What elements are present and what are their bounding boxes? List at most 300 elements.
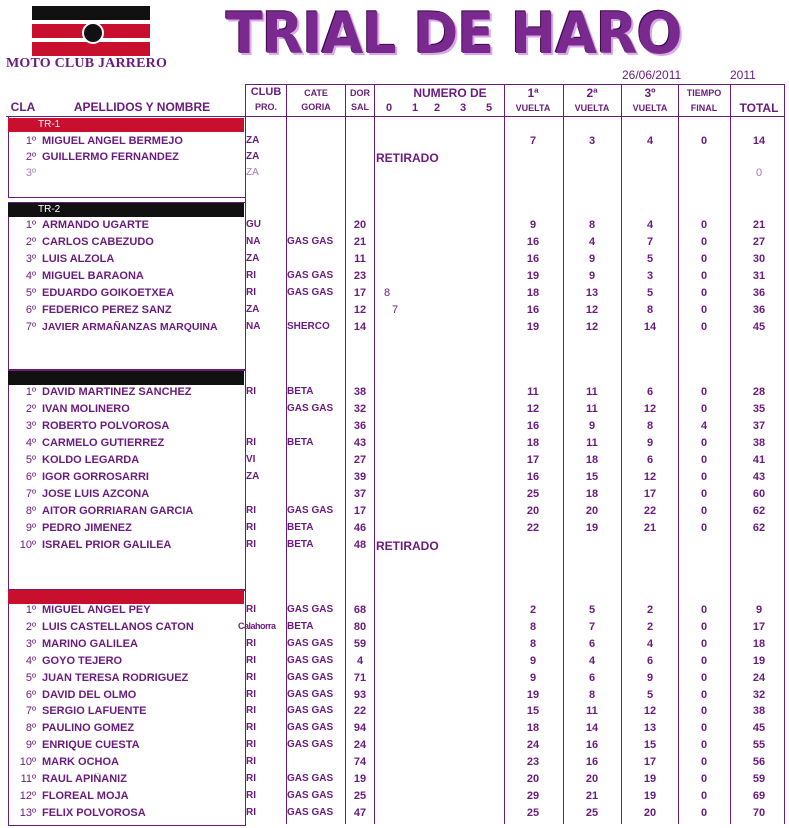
cell-pos: 10º	[19, 539, 36, 551]
cell-club: RI	[246, 654, 256, 666]
cell-dor: 80	[353, 620, 367, 633]
cell-cat: GAS GAS	[287, 270, 334, 281]
cell-cat: GAS GAS	[287, 236, 334, 247]
cell-pos: 3º	[25, 637, 36, 650]
cell-pos: 4º	[25, 270, 36, 282]
cell-tot: 19	[752, 654, 766, 667]
cell-club: RI	[246, 773, 256, 784]
group-band-tr4	[8, 590, 244, 604]
cell-v2: 9	[588, 253, 596, 265]
cell-club: RI	[246, 539, 256, 550]
club-logo	[32, 6, 150, 58]
cell-tf: 0	[700, 789, 708, 802]
cell-name: SERGIO LAFUENTE	[42, 705, 147, 718]
cell-pos: 8º	[25, 505, 36, 517]
cell-v1: 2	[529, 604, 537, 616]
cell-tf: 0	[700, 671, 708, 684]
cell-v1: 16	[526, 420, 540, 432]
cell-v1: 23	[526, 756, 540, 769]
cell-tf: 0	[700, 253, 708, 265]
cell-cat: GAS GAS	[287, 287, 334, 298]
cell-note: RETIRADO	[376, 151, 439, 165]
cell-v3: 9	[646, 437, 654, 449]
cell-v1: 22	[526, 522, 540, 534]
cell-dor: 22	[353, 705, 367, 718]
cell-v1: 16	[526, 304, 540, 316]
col-n5: 5	[485, 102, 493, 114]
group-band-tr2: TR-2	[8, 203, 244, 217]
cell-v1: 18	[526, 722, 540, 735]
cell-note: 7	[392, 304, 399, 316]
cell-club: RI	[246, 270, 256, 281]
cell-v2: 11	[586, 403, 598, 415]
cell-v3: 22	[643, 505, 657, 517]
cell-v3: 19	[643, 773, 657, 785]
cell-v1: 18	[526, 437, 540, 449]
cell-club: ZA	[246, 135, 260, 146]
cell-tot: 70	[752, 806, 766, 819]
col-tiempo-top: TIEMPO	[686, 88, 722, 98]
cell-v1: 20	[526, 505, 540, 517]
table-row	[0, 135, 789, 151]
cell-v3: 15	[643, 739, 657, 752]
cell-v1: 17	[526, 454, 540, 466]
col-name: APELLIDOS Y NOMBRE	[73, 100, 211, 114]
cell-dor: 71	[353, 671, 367, 684]
cell-pos: 3º	[25, 420, 36, 432]
cell-v1: 15	[526, 705, 540, 718]
cell-tot: 27	[752, 236, 766, 248]
cell-tot: 31	[752, 270, 766, 282]
cell-v2: 11	[586, 386, 598, 398]
table-row	[0, 304, 789, 320]
cell-tot: 21	[752, 219, 766, 231]
cell-pos: 12º	[19, 789, 36, 802]
cell-v1: 16	[526, 253, 540, 265]
cell-name: MARINO GALILEA	[42, 637, 138, 650]
cell-club: NA	[246, 321, 261, 332]
cell-v1: 16	[526, 471, 540, 483]
cell-tf: 0	[700, 722, 708, 735]
col-cat-bottom: GORIA	[301, 102, 331, 112]
table-row	[0, 722, 789, 738]
table-row	[0, 321, 789, 337]
cell-v1: 12	[526, 403, 540, 415]
cell-v3: 12	[643, 705, 657, 718]
cell-name: AITOR GORRIARAN GARCIA	[42, 505, 194, 517]
cell-tf: 0	[700, 688, 708, 701]
cell-v3: 6	[646, 654, 654, 667]
cell-cat: BETA	[287, 620, 314, 632]
cell-v3: 17	[643, 488, 657, 500]
cell-v2: 20	[585, 505, 599, 517]
cell-cat: GAS GAS	[287, 705, 334, 717]
club-name: MOTO CLUB JARRERO	[6, 56, 168, 71]
cell-v2: 7	[588, 620, 596, 633]
cell-cat: GAS GAS	[287, 505, 334, 516]
cell-tot: 37	[752, 420, 766, 432]
cell-tf: 0	[700, 637, 708, 650]
cell-tot: 62	[752, 505, 766, 517]
cell-cat: GAS GAS	[287, 688, 334, 700]
cell-v2: 3	[588, 135, 596, 147]
cell-v2: 25	[585, 806, 599, 819]
cell-tot: 9	[755, 604, 763, 616]
cell-dor: 21	[353, 236, 367, 248]
cell-v2: 9	[588, 270, 596, 282]
cell-dor: 93	[353, 688, 367, 701]
col-v3-top: 3º	[644, 86, 656, 100]
table-row	[0, 522, 789, 538]
cell-tf: 0	[700, 287, 708, 299]
col-dor-top: DOR	[350, 88, 370, 98]
cell-v2: 13	[585, 287, 599, 299]
cell-tot: 59	[752, 773, 766, 785]
cell-cat: BETA	[287, 539, 314, 550]
cell-name: ROBERTO POLVOROSA	[42, 420, 170, 432]
cell-name: FLOREAL MOJA	[42, 789, 129, 802]
cell-name: CARMELO GUTIERREZ	[42, 437, 165, 449]
cell-tf: 0	[700, 505, 708, 517]
cell-dor: 4	[356, 654, 364, 667]
cell-v2: 18	[585, 454, 599, 466]
cell-v1: 20	[526, 773, 540, 785]
cell-pos: 7º	[25, 321, 36, 333]
table-row	[0, 539, 789, 555]
cell-pos: 6º	[25, 304, 36, 316]
cell-dor: 74	[353, 756, 367, 769]
cell-club: GU	[246, 219, 261, 230]
cell-name: PEDRO JIMENEZ	[42, 522, 132, 534]
cell-pos: 6º	[25, 471, 36, 483]
cell-pos: 13º	[19, 806, 36, 819]
cell-v1: 9	[529, 219, 537, 231]
cell-club: RI	[246, 604, 256, 615]
cell-pos: 2º	[25, 151, 36, 163]
table-row	[0, 420, 789, 436]
cell-v3: 14	[643, 321, 657, 333]
cell-cat: GAS GAS	[287, 722, 334, 734]
table-row	[0, 689, 789, 705]
cell-cat: SHERCO	[287, 321, 330, 332]
cell-pos: 8º	[25, 722, 36, 735]
cell-name: ENRIQUE CUESTA	[42, 739, 140, 752]
cell-dor: 23	[353, 270, 367, 282]
cell-dor: 12	[353, 304, 367, 316]
cell-tf: 0	[700, 488, 708, 500]
table-row	[0, 236, 789, 252]
col-dor-bottom: SAL	[351, 102, 369, 112]
cell-club: ZA	[246, 151, 260, 162]
cell-tot: 28	[752, 386, 766, 398]
cell-club: RI	[246, 705, 256, 717]
cell-v3: 3	[646, 270, 654, 282]
cell-dor: 39	[353, 471, 367, 483]
cell-pos: 1º	[25, 604, 36, 616]
table-row	[0, 790, 789, 806]
cell-v3: 2	[646, 604, 654, 616]
cell-pos: 6º	[25, 688, 36, 701]
cell-v3: 6	[646, 454, 654, 466]
col-cla: CLA	[10, 100, 36, 114]
col-tiempo-bottom: FINAL	[690, 103, 718, 113]
cell-v1: 24	[526, 739, 540, 752]
cell-v3: 4	[646, 637, 654, 650]
cell-v2: 11	[586, 437, 598, 449]
group-band-tr1: TR-1	[8, 118, 244, 132]
cell-v1: 11	[527, 386, 539, 398]
cell-v2: 19	[585, 522, 599, 534]
cell-name: DAVID MARTINEZ SANCHEZ	[42, 386, 192, 398]
cell-name: FELIX POLVOROSA	[42, 806, 146, 819]
table-row	[0, 756, 789, 772]
cell-dor: 38	[353, 386, 367, 398]
cell-v3: 6	[646, 386, 654, 398]
cell-dor: 17	[353, 505, 367, 517]
cell-tot: 36	[752, 287, 766, 299]
col-v1-top: 1ª	[527, 86, 539, 100]
cell-v3: 12	[643, 403, 657, 415]
cell-name: KOLDO LEGARDA	[42, 454, 140, 466]
cell-v2: 16	[585, 756, 599, 769]
cell-name: MIGUEL ANGEL BERMEJO	[42, 135, 183, 147]
cell-v2: 8	[588, 219, 596, 231]
cell-name: JOSE LUIS AZCONA	[42, 488, 150, 500]
cell-tot: 56	[752, 756, 766, 769]
cell-pos: 9º	[25, 739, 36, 752]
cell-pos: 7º	[25, 705, 36, 718]
cell-v3: 20	[643, 806, 657, 819]
table-row	[0, 773, 789, 789]
cell-pos: 2º	[25, 236, 36, 248]
cell-tf: 0	[700, 756, 708, 769]
col-v3-bottom: VUELTA	[632, 103, 668, 113]
cell-v1: 19	[526, 270, 540, 282]
cell-v1: 19	[526, 688, 540, 701]
cell-club: RI	[246, 386, 256, 397]
cell-club: RI	[246, 287, 256, 298]
cell-tot: 35	[752, 403, 766, 415]
cell-dor: 43	[353, 437, 367, 449]
cell-name: MIGUEL BARAONA	[42, 270, 144, 282]
cell-name: GOYO TEJERO	[42, 654, 123, 667]
cell-pos: 3º	[25, 253, 36, 265]
cell-name: DAVID DEL OLMO	[42, 688, 137, 701]
cell-club: RI	[246, 722, 256, 734]
table-row	[0, 386, 789, 402]
cell-club: RI	[246, 756, 256, 768]
cell-pos: 5º	[25, 454, 36, 466]
event-date: 26/06/2011	[622, 68, 682, 82]
cell-tot: 14	[752, 135, 766, 147]
col-n3: 3	[459, 102, 467, 114]
cell-tot: 41	[752, 454, 766, 466]
cell-v3: 12	[643, 471, 657, 483]
cell-dor: 32	[353, 403, 367, 415]
cell-tot: 55	[752, 739, 766, 752]
col-v2-bottom: VUELTA	[574, 103, 610, 113]
cell-name: PAULINO GOMEZ	[42, 722, 135, 735]
cell-pos: 1º	[25, 219, 36, 231]
cell-dor: 11	[354, 253, 366, 265]
cell-club: ZA	[246, 167, 259, 178]
table-row	[0, 638, 789, 654]
cell-dor: 68	[353, 604, 367, 616]
table-row	[0, 219, 789, 235]
table-row	[0, 655, 789, 671]
cell-tf: 0	[700, 705, 708, 718]
cell-pos: 1º	[25, 386, 36, 398]
cell-v1: 25	[526, 488, 540, 500]
cell-v1: 9	[529, 671, 537, 684]
cell-cat: GAS GAS	[287, 604, 334, 615]
cell-dor: 19	[353, 773, 367, 785]
cell-v2: 12	[585, 321, 599, 333]
cell-v2: 15	[585, 471, 599, 483]
cell-name: MIGUEL ANGEL PEY	[42, 604, 151, 616]
cell-v1: 29	[526, 789, 540, 802]
col-n2: 2	[433, 102, 441, 114]
cell-name: RAUL APIÑANIZ	[42, 773, 127, 785]
cell-club: RI	[246, 522, 256, 533]
cell-tf: 0	[700, 236, 708, 248]
cell-v1: 25	[526, 806, 540, 819]
table-row	[0, 270, 789, 286]
cell-tf: 0	[700, 604, 708, 616]
cell-cat: BETA	[287, 386, 314, 397]
cell-v2: 6	[588, 671, 596, 684]
cell-v3: 4	[646, 219, 654, 231]
cell-v2: 4	[588, 654, 596, 667]
cell-club: NA	[246, 236, 261, 247]
cell-name: MARK OCHOA	[42, 756, 119, 769]
col-club-top: CLUB	[250, 86, 282, 98]
cell-pos: 10º	[19, 756, 36, 769]
cell-v2: 14	[585, 722, 599, 735]
col-n1: 1	[411, 102, 419, 114]
cell-club: ZA	[246, 253, 260, 264]
cell-name: CARLOS CABEZUDO	[42, 236, 154, 248]
cell-v1: 16	[526, 236, 540, 248]
cell-tf: 0	[700, 454, 708, 466]
cell-tf: 0	[700, 304, 708, 316]
cell-tot: 18	[752, 637, 766, 650]
cell-v2: 11	[586, 705, 598, 718]
cell-pos: 5º	[25, 287, 36, 299]
table-row	[0, 672, 789, 688]
cell-tot: 0	[755, 167, 763, 179]
col-cat-top: CATE	[304, 88, 328, 98]
cell-v2: 4	[588, 236, 596, 248]
cell-tf: 0	[700, 270, 708, 282]
cell-pos: 11º	[20, 773, 36, 785]
cell-club: RI	[246, 688, 256, 700]
table-row	[0, 403, 789, 419]
cell-v1: 8	[529, 620, 537, 633]
cell-tf: 0	[700, 471, 708, 483]
cell-name: LUIS CASTELLANOS CATON	[42, 620, 194, 633]
cell-v2: 16	[585, 739, 599, 752]
cell-name: LUIS ALZOLA	[42, 253, 115, 265]
cell-v1: 8	[529, 637, 537, 650]
cell-pos: 1º	[25, 135, 36, 147]
cell-tf: 0	[700, 522, 708, 534]
cell-cat: GAS GAS	[287, 403, 334, 414]
cell-tf: 0	[700, 386, 708, 398]
col-v2-top: 2ª	[586, 86, 598, 100]
cell-pos: 4º	[25, 437, 36, 449]
cell-cat: GAS GAS	[287, 773, 334, 784]
cell-pos: 5º	[25, 671, 36, 684]
cell-club: RI	[246, 505, 256, 516]
table-row	[0, 287, 789, 303]
header-top-rule	[246, 84, 784, 85]
cell-v2: 12	[585, 304, 599, 316]
col-v1-bottom: VUELTA	[515, 103, 551, 113]
cell-v2: 6	[588, 637, 596, 650]
cell-tot: 30	[752, 253, 766, 265]
cell-v2: 8	[588, 688, 596, 701]
cell-v1: 7	[529, 135, 537, 147]
cell-tot: 69	[752, 789, 766, 802]
cell-v3: 21	[643, 522, 657, 534]
cell-tot: 38	[752, 705, 766, 718]
cell-cat: GAS GAS	[287, 739, 334, 751]
cell-tot: 62	[752, 522, 766, 534]
cell-tot: 43	[752, 471, 766, 483]
cell-tot: 45	[752, 722, 766, 735]
table-row	[0, 505, 789, 521]
cell-v3: 17	[643, 756, 657, 769]
cell-cat: GAS GAS	[287, 671, 334, 683]
col-numero: NUMERO DE	[413, 86, 487, 100]
cell-v3: 5	[646, 253, 654, 265]
cell-v1: 19	[526, 321, 540, 333]
cell-v3: 4	[646, 135, 654, 147]
table-row	[0, 604, 789, 620]
cell-club: VI	[246, 454, 256, 465]
cell-club: ZA	[246, 471, 260, 482]
table-row	[0, 454, 789, 470]
cell-name: JAVIER ARMAÑANZAS MARQUINA	[42, 321, 218, 333]
cell-tot: 24	[752, 671, 766, 684]
cell-note: 8	[384, 287, 391, 299]
table-row	[0, 621, 789, 637]
cell-dor: 17	[353, 287, 367, 299]
cell-dor: 94	[353, 722, 367, 735]
cell-dor: 36	[353, 420, 367, 432]
cell-dor: 59	[353, 637, 367, 650]
cell-tot: 60	[752, 488, 766, 500]
event-year: 2011	[730, 68, 756, 82]
cell-pos: 9º	[25, 522, 36, 534]
cell-cat: GAS GAS	[287, 637, 334, 649]
table-row	[0, 739, 789, 755]
cell-pos: 2º	[25, 403, 36, 415]
cell-v1: 9	[529, 654, 537, 667]
cell-club: RI	[246, 671, 256, 683]
cell-tot: 17	[752, 620, 766, 633]
table-row	[0, 437, 789, 453]
cell-v2: 5	[588, 604, 596, 616]
cell-name: IVAN MOLINERO	[42, 403, 130, 415]
cell-dor: 48	[353, 539, 367, 551]
cell-name: EDUARDO GOIKOETXEA	[42, 287, 175, 299]
cell-dor: 47	[353, 806, 367, 819]
col-club-bottom: PRO.	[254, 102, 277, 112]
table-row	[0, 471, 789, 487]
cell-dor: 46	[353, 522, 367, 534]
